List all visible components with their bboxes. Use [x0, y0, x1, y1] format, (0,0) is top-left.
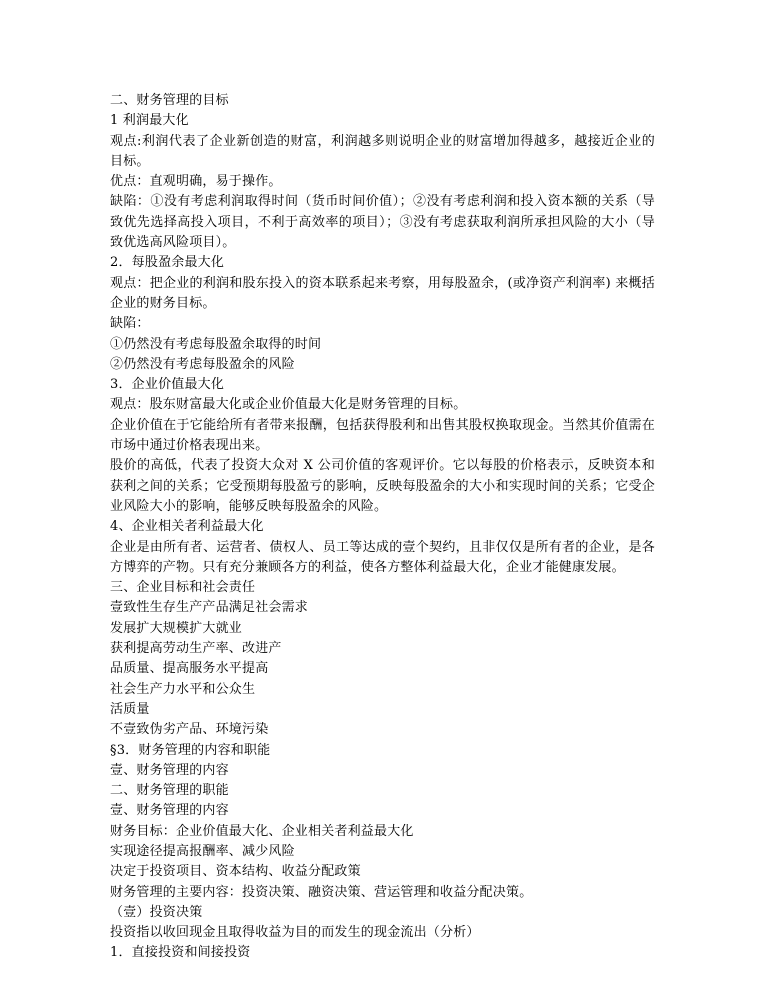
text-line: 活质量: [110, 701, 150, 717]
subheading: 2．每股盈余最大化: [110, 255, 225, 271]
text-line: 投资指以收回现金且取得收益为目的而发生的现金流出（分析）: [110, 925, 480, 941]
section-heading: §3．财务管理的内容和职能: [110, 742, 271, 758]
paragraph: 缺陷：: [110, 316, 150, 332]
section-heading: 二、财务管理的目标: [110, 93, 229, 108]
paragraph: 股价的高低，代表了投资大众对 X 公司价值的客观评价。它以每股的价格表示，反映资本和获利之间的关系；它受预期每股盈亏的影响，反映每股盈余的大小和实现时间的关系；它受企业风险大小的影响，能够反映每股盈余的风险。: [110, 458, 655, 514]
paragraph: 观点：把企业的利润和股东投入的资本联系起来考察，用每股盈余，(或净资产利润率) 来概括企业的财务目标。: [110, 275, 655, 311]
text-line: 实现途径提高报酬率、减少风险: [110, 843, 295, 859]
subheading: 4、企业相关者利益最大化: [110, 519, 264, 535]
text-line: 获利提高劳动生产率、改进产: [110, 641, 282, 657]
text-line: 不壹致伪劣产品、环境污染: [110, 722, 269, 738]
text-line: 社会生产力水平和公众生: [110, 681, 256, 697]
paragraph: 企业价值在于它能给所有者带来报酬，包括获得股利和出售其股权换取现金。当然其价值需在市场中通过价格表现出来。: [110, 417, 655, 454]
subheading: 1 利润最大化: [110, 113, 189, 129]
text-line: 财务管理的主要内容：投资决策、融资决策、营运管理和收益分配决策。: [110, 884, 533, 900]
text-line: 财务目标：企业价值最大化、企业相关者利益最大化: [110, 823, 414, 839]
subheading: 3．企业价值最大化: [110, 377, 225, 393]
paragraph: 观点:利润代表了企业新创造的财富，利润越多则说明企业的财富增加得越多，越接近企业的目标。: [110, 133, 655, 169]
text-line: 发展扩大规模扩大就业: [110, 620, 243, 636]
text-line: 壹致性生存生产产品满足社会需求: [110, 600, 309, 616]
subheading: （壹）投资决策: [110, 904, 203, 920]
section-heading: 三、企业目标和社会责任: [110, 580, 256, 596]
text-line: 决定于投资项目、资本结构、收益分配政策: [110, 864, 361, 880]
paragraph: 缺陷：①没有考虑利润取得时间（货币时间价值）；②没有考虑利润和投入资本额的关系（导致优先选择高投入项目，不利于高效率的项目）；③没有考虑获取利润所承担风险的大小（导致优选高风险项目）。: [110, 194, 655, 251]
list-item: ②仍然没有考虑每股盈余的风险: [110, 356, 295, 372]
subheading: 壹、财务管理的内容: [110, 762, 229, 778]
subheading: 二、财务管理的职能: [110, 783, 229, 799]
subheading: 壹、财务管理的内容: [110, 803, 229, 819]
paragraph: 优点：直观明确，易于操作。: [110, 174, 282, 190]
list-item: ①仍然没有考虑每股盈余取得的时间: [110, 336, 322, 352]
subheading: 1．直接投资和间接投资: [110, 945, 251, 961]
paragraph: 企业是由所有者、运营者、债权人、员工等达成的壹个契约，且非仅仅是所有者的企业，是各方博弈的产物。只有充分兼顾各方的利益，使各方整体利益最大化，企业才能健康发展。: [110, 539, 655, 575]
text-line: 品质量、提高服务水平提高: [110, 661, 269, 677]
paragraph: 观点：股东财富最大化或企业价值最大化是财务管理的目标。: [110, 397, 467, 413]
